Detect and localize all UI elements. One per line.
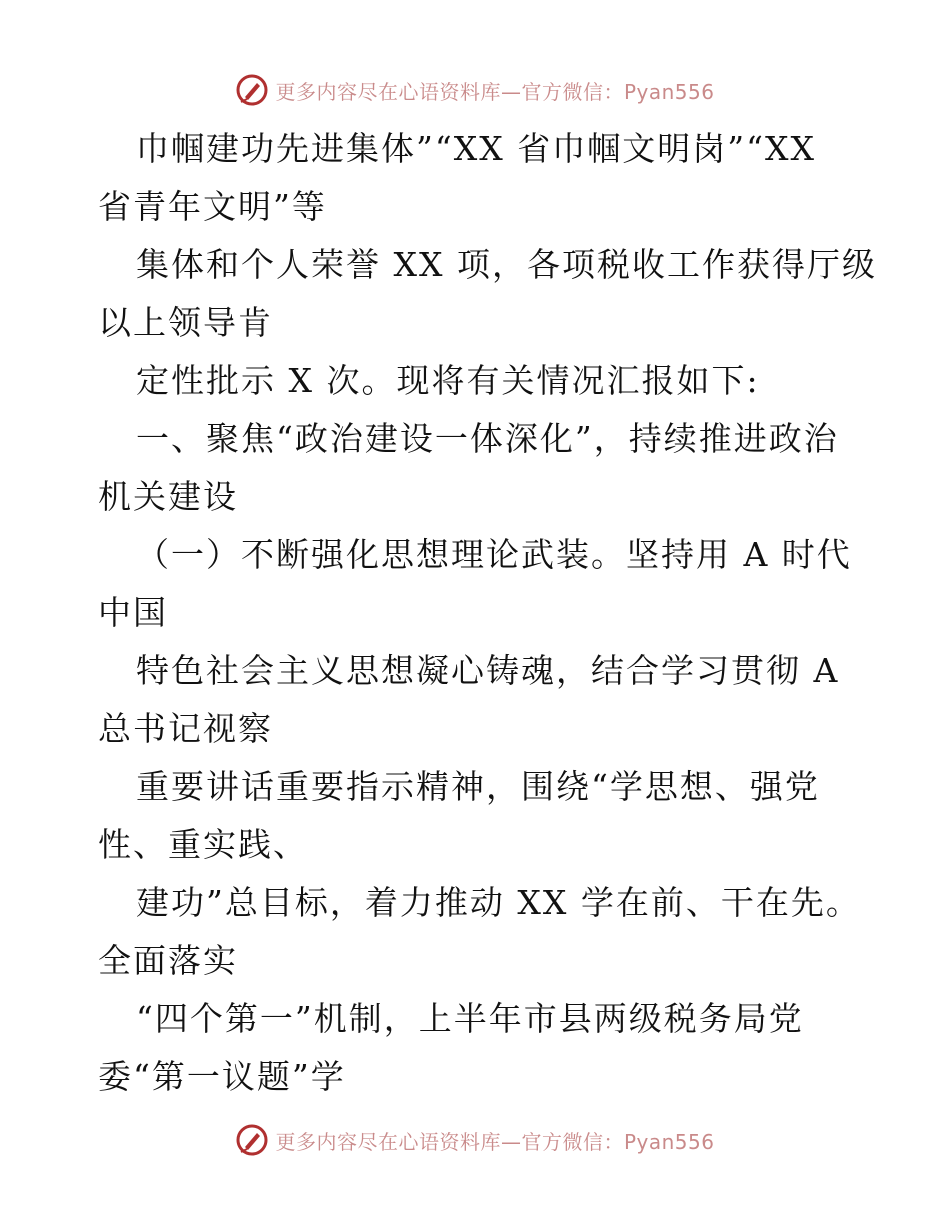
pen-logo-icon (235, 1123, 269, 1157)
section-heading: 一、聚焦“政治建设一体深化”，持续推进政治 (136, 419, 839, 458)
text-line: 全面落实 (98, 941, 238, 980)
subsection-heading: （一）不断强化思想理论武装。坚持用 A 时代 (136, 535, 852, 574)
text-line: 巾帼建功先进集体”“XX 省巾帼文明岗”“XX (136, 129, 816, 168)
text-line: 重要讲话重要指示精神，围绕“学思想、强党 (136, 767, 820, 806)
text-line: 特色社会主义思想凝心铸魂，结合学习贯彻 A (136, 651, 840, 690)
watermark-text: 更多内容尽在心语资料库—官方微信：Pyan556 (275, 1129, 715, 1154)
footer-watermark (0, 1120, 950, 1160)
text-line: 总书记视察 (98, 709, 273, 748)
text-line: 定性批示 X 次。现将有关情况汇报如下: (136, 361, 760, 400)
text-line: 省青年文明”等 (98, 187, 327, 226)
text-line: 以上领导肯 (98, 303, 273, 342)
text-line: 建功”总目标，着力推动 XX 学在前、干在先。 (136, 883, 861, 922)
section-heading-cont: 机关建设 (98, 477, 238, 516)
watermark-text: 更多内容尽在心语资料库—官方微信：Pyan556 (275, 79, 715, 104)
text-line: 委“第一议题”学 (98, 1057, 346, 1096)
pen-logo-icon (235, 73, 269, 107)
header-watermark (0, 70, 950, 110)
text-line: “四个第一”机制，上半年市县两级税务局党 (136, 999, 804, 1038)
text-line: 性、重实践、 (98, 825, 308, 864)
text-line: 集体和个人荣誉 XX 项，各项税收工作获得厅级 (136, 245, 877, 284)
text-line: 中国 (98, 593, 168, 632)
